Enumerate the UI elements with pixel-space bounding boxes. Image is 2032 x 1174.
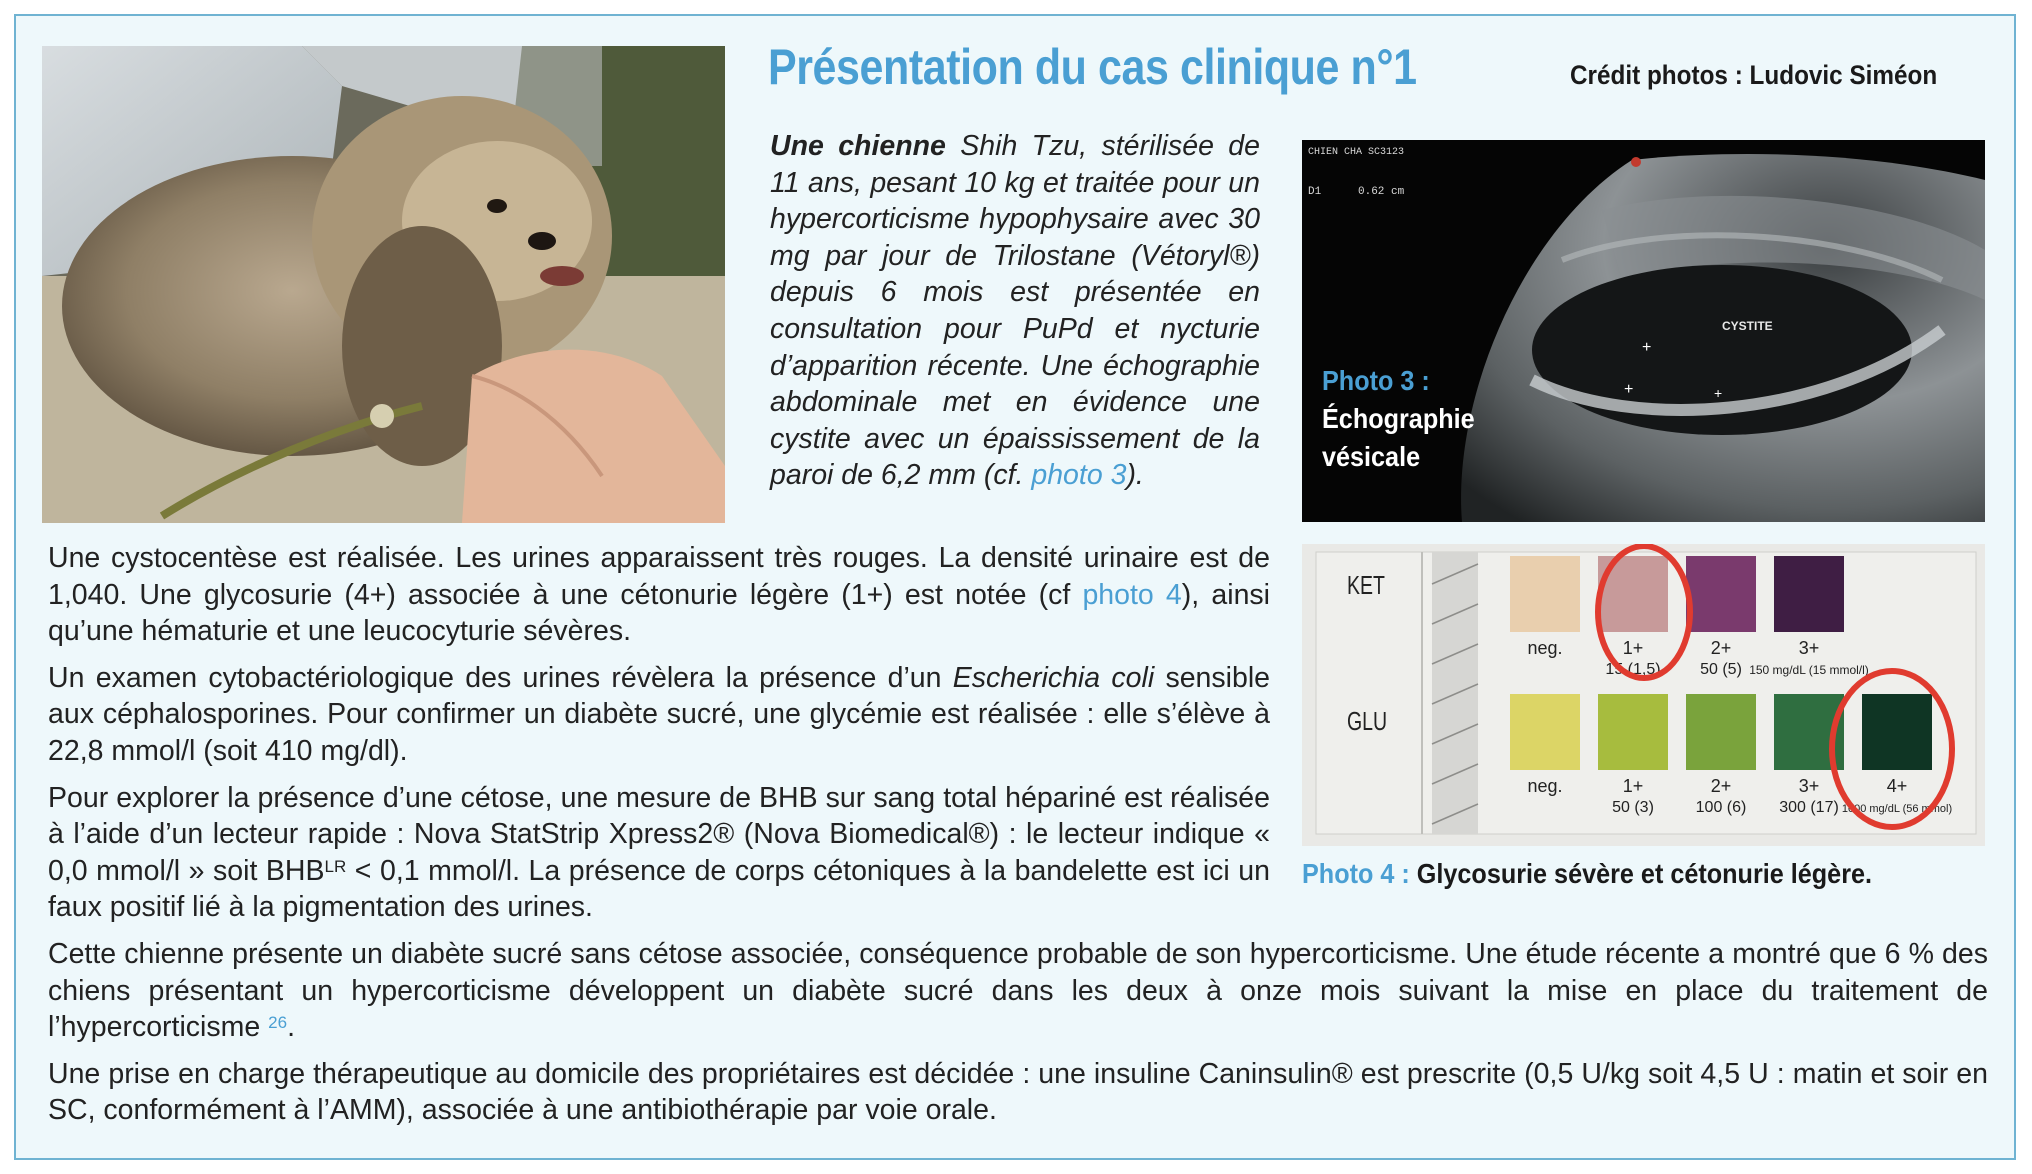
reference-26-link[interactable]: 26 bbox=[268, 1013, 288, 1033]
p4-text-b: . bbox=[287, 1011, 295, 1044]
glu-scale-4: 4+ bbox=[1886, 776, 1908, 796]
glu-scale-2: 2+ bbox=[1710, 776, 1732, 796]
glu-scale-0: neg. bbox=[1527, 776, 1563, 796]
ket-value-1: 15 (1,5) bbox=[1605, 661, 1661, 678]
intro-paragraph bbox=[770, 128, 1260, 494]
ultrasound-measure-value: 0.62 cm bbox=[1358, 186, 1405, 198]
ket-scale-3: 3+ bbox=[1798, 638, 1820, 658]
dog-photo-drawing bbox=[42, 46, 725, 523]
intro-lead: Une chienne bbox=[770, 130, 946, 162]
photo3-link[interactable]: photo 3 bbox=[1031, 459, 1127, 492]
ket-pad-3 bbox=[1774, 556, 1844, 632]
ket-scale-0: neg. bbox=[1527, 638, 1563, 658]
page-title: Présentation du cas clinique n°1 bbox=[768, 39, 1417, 95]
ultrasound-marker-2: + bbox=[1624, 381, 1634, 398]
glu-value-2: 100 (6) bbox=[1695, 799, 1747, 816]
p3-text-a: Pour explorer la présence d’une cétose, une mesure de BHB sur sang total hépariné est réalisée à l’aide d’un lecteur rapide : Nova StatStrip Xpress2® (Nova Biomedical®) : le lecteur indique « 0,0 mmol/l » soit BHB bbox=[48, 781, 1270, 887]
ultrasound-annotation: CYSTITE bbox=[1722, 319, 1773, 333]
p4-text-a: Cette chienne présente un diabète sucré sans cétose associée, conséquence probable de son hypercorticisme. Une étude récente a montré que 6 % des chiens présentant un hypercorticisme développent un diabète sucré dans les deux à onze mois suivant la mise en place du traitement de l’hypercorticisme bbox=[48, 938, 1988, 1044]
ket-label: KET bbox=[1347, 570, 1385, 600]
photo4-label: Photo 4 : bbox=[1302, 858, 1410, 889]
paragraph-conclusion bbox=[48, 936, 1988, 1046]
urine-strip-photo bbox=[1302, 544, 1985, 846]
p3-superscript: LR bbox=[324, 856, 347, 876]
ket-pad-2 bbox=[1686, 556, 1756, 632]
urine-strip-chart bbox=[1302, 544, 1985, 846]
p1-text-b: ), ainsi qu’une hématurie et une leucocyturie sévères. bbox=[48, 578, 1270, 648]
p2-species: Escherichia coli bbox=[952, 661, 1155, 694]
glu-pad-4 bbox=[1862, 694, 1932, 770]
ket-pad-0 bbox=[1510, 556, 1580, 632]
dog-photo bbox=[42, 46, 725, 523]
photo3-label: Photo 3 : bbox=[1322, 365, 1430, 396]
ultrasound-header-text: CHIEN CHA SC3123 bbox=[1308, 147, 1405, 158]
ket-scale-2: 2+ bbox=[1710, 638, 1732, 658]
p2-text-b: sensible aux céphalosporines. Pour confirmer un diabète sucré, une glycémie est réalisée : elle s’élève à 22,8 mmol/l (soit 410 mg/dl). bbox=[48, 661, 1271, 767]
intro-text: Shih Tzu, stérilisée de 11 ans, pesant 10 kg et traitée pour un hypercorticisme hypophysaire avec 30 mg par jour de Trilostane (Vétoryl®) depuis 6 mois est présentée en consultation pour PuPd et nycturie d’apparition récente. Une échographie abdominale met en évidence une cystite avec un épaississement de la paroi de 6,2 mm (cf. bbox=[770, 130, 1260, 492]
glu-pad-2 bbox=[1686, 694, 1756, 770]
photo4-caption-text: Glycosurie sévère et cétonurie légère. bbox=[1416, 858, 1873, 889]
ultrasound-measure-id: D1 bbox=[1308, 186, 1322, 198]
body-left-column bbox=[48, 540, 1270, 936]
glu-value-1: 50 (3) bbox=[1612, 799, 1654, 816]
glu-pad-1 bbox=[1598, 694, 1668, 770]
p1-text-a: Une cystocentèse est réalisée. Les urines apparaissent très rouges. La densité urinaire est de 1,040. Une glycosurie (4+) associée à une cétonurie légère (1+) est notée (cf bbox=[48, 542, 1270, 611]
glu-scale-3: 3+ bbox=[1798, 776, 1820, 796]
glu-pad-0 bbox=[1510, 694, 1580, 770]
glu-scale-1: 1+ bbox=[1622, 776, 1644, 796]
intro-tail: ). bbox=[1126, 459, 1144, 492]
p3-text-b: < 0,1 mmol/l. La présence de corps cétoniques à la bandelette est ici un faux positif lié à la pigmentation des urines. bbox=[48, 854, 1270, 924]
paragraph-bhb bbox=[48, 780, 1270, 926]
body-full-width bbox=[48, 936, 1988, 1139]
glu-value-3: 300 (17) bbox=[1779, 799, 1839, 816]
photo-credit: Crédit photos : Ludovic Siméon bbox=[1570, 60, 1938, 90]
ket-value-3: 150 mg/dL (15 mmol/l) bbox=[1749, 663, 1869, 677]
ket-value-2: 50 (5) bbox=[1700, 661, 1742, 678]
photo4-link[interactable]: photo 4 bbox=[1082, 578, 1182, 611]
glu-label: GLU bbox=[1347, 706, 1388, 736]
photo3-caption bbox=[1322, 362, 1475, 476]
ultrasound-marker-1: + bbox=[1642, 339, 1652, 356]
photo4-caption bbox=[1302, 858, 1872, 890]
ket-scale-1: 1+ bbox=[1622, 638, 1644, 658]
glu-color-row bbox=[1510, 694, 1932, 770]
photo3-caption-line1: Échographie bbox=[1322, 403, 1475, 434]
ultrasound-marker-3: + bbox=[1714, 385, 1723, 401]
paragraph-treatment: Une prise en charge thérapeutique au domicile des propriétaires est décidée : une insuline Caninsulin® est prescrite (0,5 U/kg soit 4,5 U : matin et soir en SC, conformément à l’AMM), associée à une antibiothérapie par voie orale. bbox=[48, 1057, 1988, 1127]
glu-value-4: 1000 mg/dL (56 mmol) bbox=[1841, 803, 1953, 815]
paragraph-ecbu bbox=[48, 660, 1270, 770]
p2-text-a: Un examen cytobactériologique des urines révèlera la présence d’un bbox=[48, 661, 953, 694]
paragraph-cystocentesis bbox=[48, 540, 1270, 650]
photo3-caption-line2: vésicale bbox=[1322, 441, 1421, 472]
